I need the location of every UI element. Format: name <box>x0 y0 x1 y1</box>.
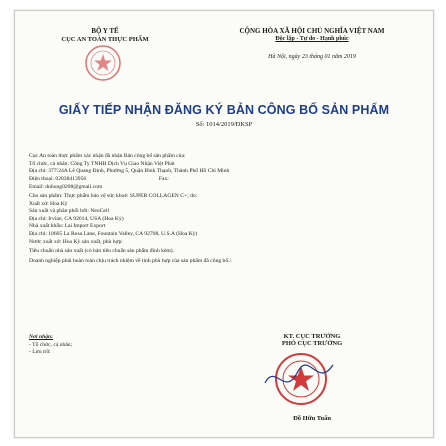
document-number: Số: 1014/2019/ĐKSP <box>195 121 253 128</box>
signer-name: Đỗ Hữu Tuấn <box>293 415 331 422</box>
body-line: Địa chỉ: Irvine, CA 92614, USA (Hoa Kỳ) <box>29 215 124 222</box>
body-line: Cho sản phẩm: Thực phẩm bảo vệ sức khoẻ: SUPER COLLAGEN C+; do: <box>29 192 198 199</box>
body-line: Địa chỉ: 377/24A Lê Quang Định, Phường 5, Quận Bình Thạnh, Thành Phố Hồ Chí Minh <box>29 168 230 175</box>
department-seal <box>83 43 123 83</box>
signature-role: KT. CỤC TRƯỞNG <box>283 333 341 340</box>
ministry-name: BỘ Y TẾ <box>91 27 119 35</box>
body-line: Nhà xuất khẩu: Lai Import Export <box>29 223 106 230</box>
body-line: Doanh nghiệp phải hoàn toàn chịu trách nhiệm về tính phù hợp của sản phẩm đã công bố./. <box>29 257 233 264</box>
department-name: CỤC AN TOÀN THỰC PHẨM <box>61 36 149 43</box>
motto: Độc lập - Tự do - Hạnh phúc <box>275 36 349 42</box>
issuer-header <box>25 27 185 43</box>
document-page <box>14 10 434 438</box>
body-line: Nước xuất xứ: Hoa Kỳ sản xuất, phù hợp: <box>29 238 123 245</box>
nation-header <box>201 27 423 60</box>
body-line: Cục An toàn thực phẩm xác nhận đã nhận Bản công bố sản phẩm của: <box>29 153 186 159</box>
recipients-title: Nơi nhận: <box>29 334 53 340</box>
nation-name: CỘNG HÒA XÃ HỘI CHỦ NGHĨA VIỆT NAM <box>239 27 385 35</box>
recipients-block <box>29 334 149 357</box>
document-body <box>29 153 423 265</box>
signature-title: PHÓ CỤC TRƯỞNG <box>281 340 343 347</box>
recipient-item: - Lưu trữ. <box>29 349 51 356</box>
body-line: Email: dnhung0208@gmail.com <box>29 184 103 191</box>
body-line: Tổ chức, cá nhân: Công Ty TNHH Dịch Vụ Giao Nhận Việt Phát <box>29 160 175 167</box>
body-line: Xuất xứ: Hoa Kỳ <box>29 200 68 207</box>
issue-date: Hà Nội, ngày 23 tháng 01 năm 2019 <box>268 54 356 60</box>
document-title: GIẤY TIẾP NHẬN ĐĂNG KÝ BẢN CÔNG BỐ SẢN PHẨM <box>58 103 390 117</box>
body-line: Tiêu chuẩn nhà sản xuất (có bản tiêu chuẩn sản phẩm đính kèm). <box>29 248 175 255</box>
official-seal-and-signature <box>255 349 347 409</box>
body-line: Sản xuất và phân phối bởi: NeoCell <box>29 208 110 215</box>
body-line: Điện thoại: 02838413956 Fax: <box>29 175 169 182</box>
body-line: Địa chỉ: 10605 La Rosa Lane, Fountain Valley, CA 92708, U.S.A (Hoa Kỳ) <box>29 230 198 237</box>
signature-block <box>201 333 423 347</box>
recipient-item: - Tổ chức, cá nhân; <box>29 341 73 348</box>
